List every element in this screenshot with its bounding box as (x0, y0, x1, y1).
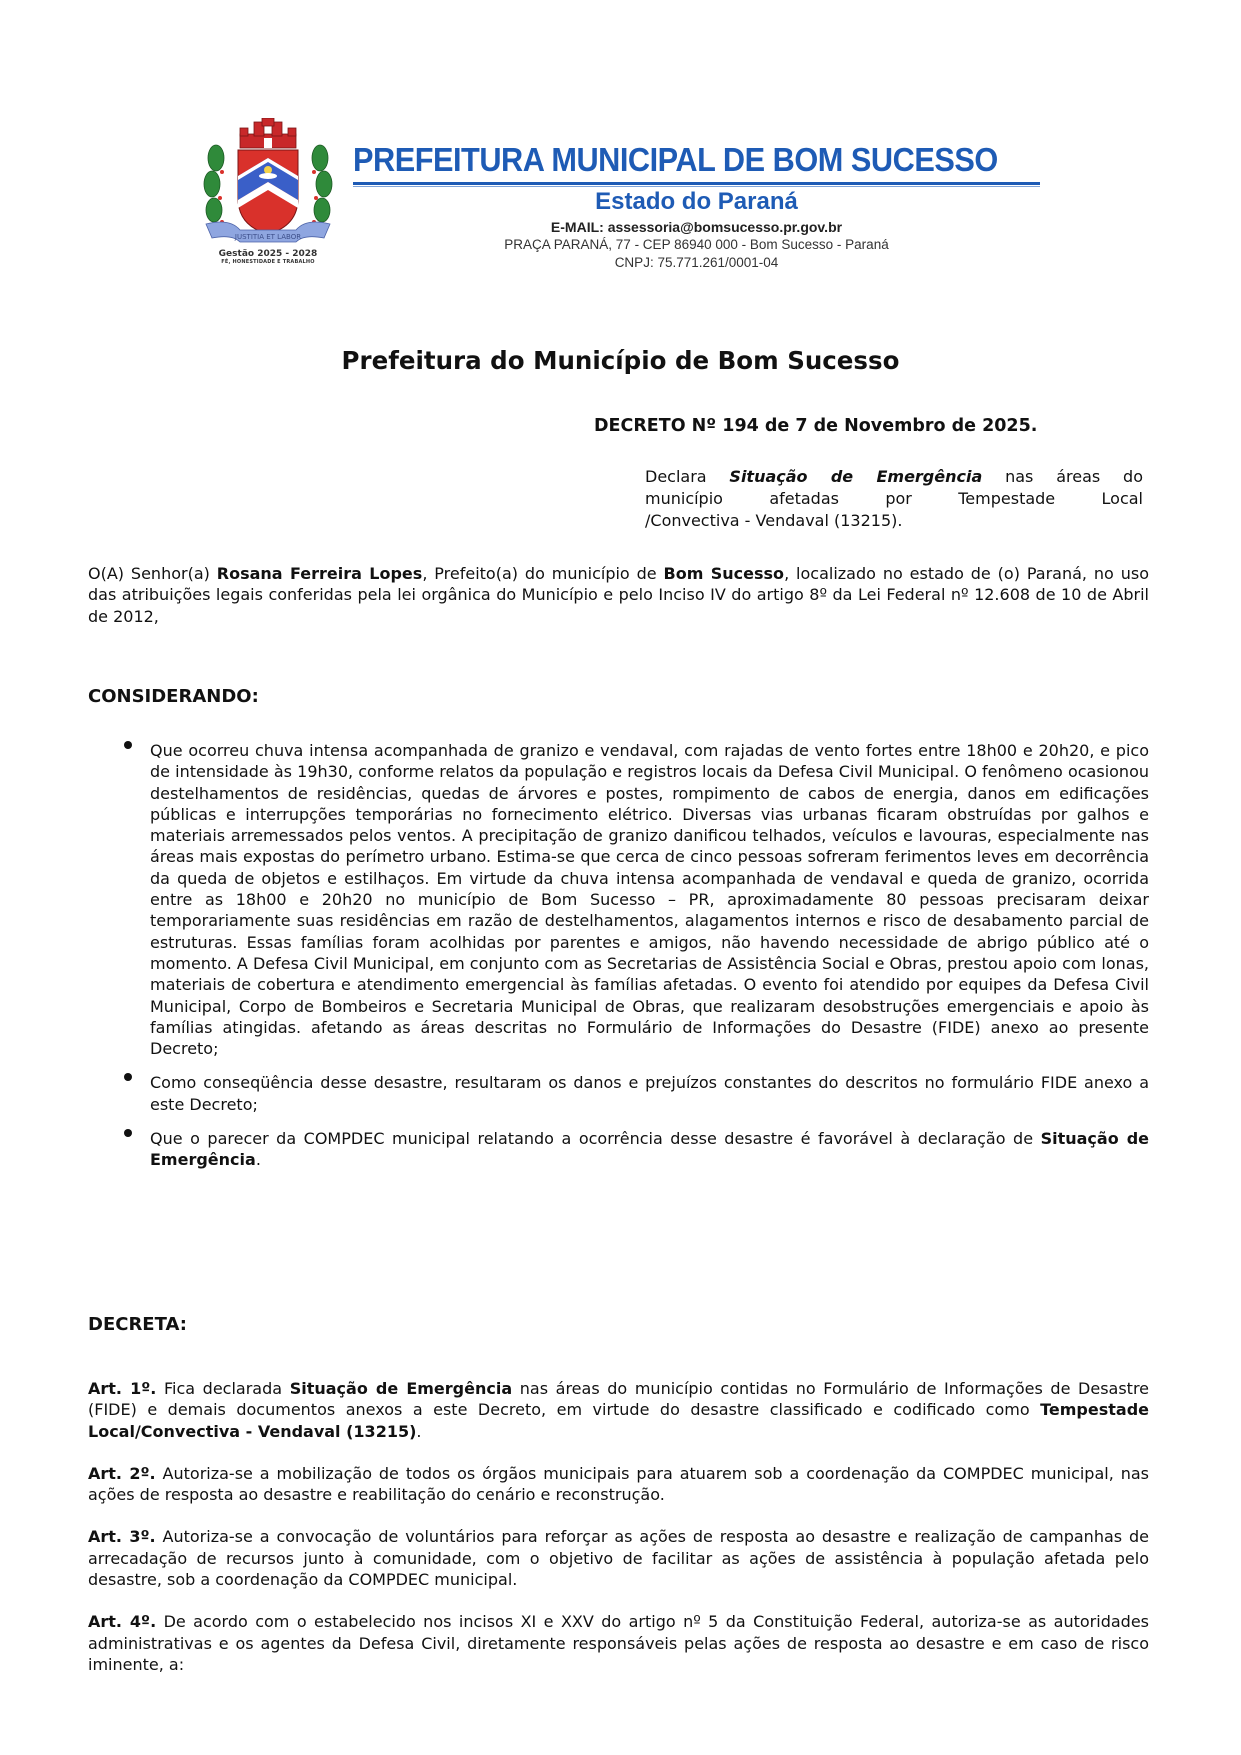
list-item-end: . (255, 1150, 261, 1170)
letterhead-state: Estado do Paraná (595, 188, 798, 215)
list-item (124, 1128, 1149, 1171)
article-text: Fica declarada (156, 1379, 290, 1398)
decree-summary (645, 466, 1143, 532)
bullet-icon (124, 741, 132, 749)
administration-slogan: FÉ, HONESTIDADE E TRABALHO (221, 259, 315, 265)
summary-line-3: /Convectiva - Vendaval (13215). (645, 511, 903, 530)
list-item (124, 740, 1149, 1059)
letterhead-cnpj: CNPJ: 75.771.261/0001-04 (614, 255, 779, 270)
article-text: nas áreas do município contidas no Formulário de Informações de Desastre (FIDE) e demais documentos anexos a este Decreto, em virtude do desastre classificado e codificado como (88, 1379, 1150, 1420)
decreta-heading: DECRETA: (88, 1314, 187, 1335)
bullet-icon (124, 1129, 132, 1137)
summary-line-1 (645, 466, 1143, 488)
preamble-part: , Prefeito(a) do município de (422, 564, 664, 583)
administration-term: Gestão 2025 - 2028 (218, 249, 318, 259)
letterhead-email: E-MAIL: assessoria@bomsucesso.pr.gov.br (550, 219, 843, 235)
article-label: Art. 4º. (88, 1612, 157, 1632)
letterhead-address: PRAÇA PARANÁ, 77 - CEP 86940 000 - Bom Sucesso - Paraná (504, 237, 889, 252)
decree-number: DECRETO Nº 194 de 7 de Novembro de 2025. (594, 416, 1038, 436)
disaster-classification: Tempestade Local/Convectiva - Vendaval (13215) (88, 1400, 1149, 1441)
summary-line-1-rest: nas áreas do (982, 467, 1144, 486)
letterhead-divider-thin (353, 186, 1040, 187)
letterhead (200, 118, 1040, 278)
summary-prefix: Declara (645, 467, 730, 486)
list-item-text: Que ocorreu chuva intensa acompanhada de granizo e vendaval, com rajadas de vento fortes entre 18h00 e 20h20, e pico de intensidade às 19h30, conforme relatos da população e registros locais da Defesa Civil Municipal. O fenômeno ocasionou destelhamentos de residências, quedas de árvores e postes, rompimento de cabos de energia, danos em edificações públicas e interrupções temporárias no fornecimento elétrico. Diversas vias urbanas ficaram obstruídas por galhos e materiais arremessados pelos ventos. A precipitação de granizo danificou telhados, veículos e lavouras, especialmente nas áreas mais expostas do perímetro urbano. Estima-se que cerca de cinco pessoas sofreram ferimentos leves em decorrência da queda de objetos e estilhaços. Em virtude da chuva intensa acompanhada de vendaval e queda de granizo, ocorrida entre as 18h00 e 20h20 no município de Bom Sucesso – PR, aproximadamente 80 pessoas precisaram deixar temporariamente suas residências em razão de destelhamentos, alagamentos internos e risco de desabamento parcial de estruturas. Essas famílias foram acolhidas por parentes e amigos, não havendo necessidade de abrigo público até o momento. A Defesa Civil Municipal, em conjunto com as Secretarias de Assistência Social e Obras, prestou apoio com lonas, materiais de cobertura e atendimento emergencial às famílias afetadas. O evento foi atendido por equipes da Defesa Civil Municipal, Corpo de Bombeiros e Secretaria Municipal de Obras, que realizaram desobstruções emergenciais e apoio às famílias atingidas. afetando as áreas descritas no Formulário de Informações do Desastre (FIDE) anexo ao presente Decreto; (150, 741, 1149, 1059)
list-item (124, 1072, 1149, 1115)
document-title: Prefeitura do Município de Bom Sucesso (341, 346, 900, 375)
letterhead-divider (353, 182, 1040, 185)
considerando-heading: CONSIDERANDO: (88, 686, 259, 707)
list-item-text: Como conseqüência desse desastre, resultaram os danos e prejuízos constantes do descritos no formulário FIDE anexo a este Decreto; (150, 1073, 1149, 1114)
article-2 (88, 1463, 1149, 1506)
article-label: Art. 3º. (88, 1527, 156, 1547)
municipal-crest-icon (200, 118, 336, 266)
article-emphasis: Situação de Emergência (289, 1379, 513, 1398)
preamble-paragraph (88, 563, 1149, 627)
letterhead-title: PREFEITURA MUNICIPAL DE BOM SUCESSO (353, 141, 998, 178)
article-text: . (416, 1421, 422, 1441)
article-1 (88, 1378, 1149, 1442)
bullet-icon (124, 1073, 132, 1081)
article-4 (88, 1611, 1149, 1675)
considerando-list (124, 740, 1149, 1184)
summary-emphasis: Situação de Emergência (729, 467, 983, 486)
preamble-part: , localizado no estado de (o) Paraná, no uso das atribuições legais conferidas pela lei orgânica do Município e pelo Inciso IV do artigo 8º da Lei Federal nº 12.608 de 10 de Abril de 2012, (88, 564, 1149, 626)
article-text: Autoriza-se a convocação de voluntários para reforçar as ações de resposta ao desastre e realização de campanhas de arrecadação de recursos junto à comunidade, com o objetivo de facilitar as ações de assistência à população afetada pelo desastre, sob a coordenação da COMPDEC municipal. (88, 1527, 1149, 1590)
preamble-part: O(A) Senhor(a) (88, 564, 217, 583)
list-item-emphasis: Situação de Emergência (150, 1129, 1150, 1170)
summary-line-2: município afetadas por Tempestade Local (645, 489, 1143, 508)
crest-caption (200, 249, 336, 265)
article-label: Art. 2º. (88, 1463, 156, 1483)
crest-motto: JUSTITIA ET LABOR (234, 233, 302, 241)
articles-list (88, 1378, 1149, 1696)
article-text: Autoriza-se a mobilização de todos os órgãos municipais para atuarem sob a coordenação da COMPDEC municipal, nas ações de resposta ao desastre e reabilitação do cenário e reconstrução. (88, 1463, 1149, 1505)
article-3 (88, 1526, 1149, 1590)
article-text: De acordo com o estabelecido nos incisos XI e XXV do artigo nº 5 da Constituição Federal, autoriza-se as autoridades administrativas e os agentes da Defesa Civil, diretamente responsáveis pelas ações de resposta ao desastre e em caso de risco iminente, a: (88, 1612, 1149, 1674)
mayor-name: Rosana Ferreira Lopes (216, 564, 423, 583)
municipality-name: Bom Sucesso (663, 564, 785, 583)
list-item-text: Que o parecer da COMPDEC municipal relatando a ocorrência desse desastre é favorável à declaração de (150, 1129, 1041, 1149)
article-label: Art. 1º. (88, 1379, 157, 1398)
